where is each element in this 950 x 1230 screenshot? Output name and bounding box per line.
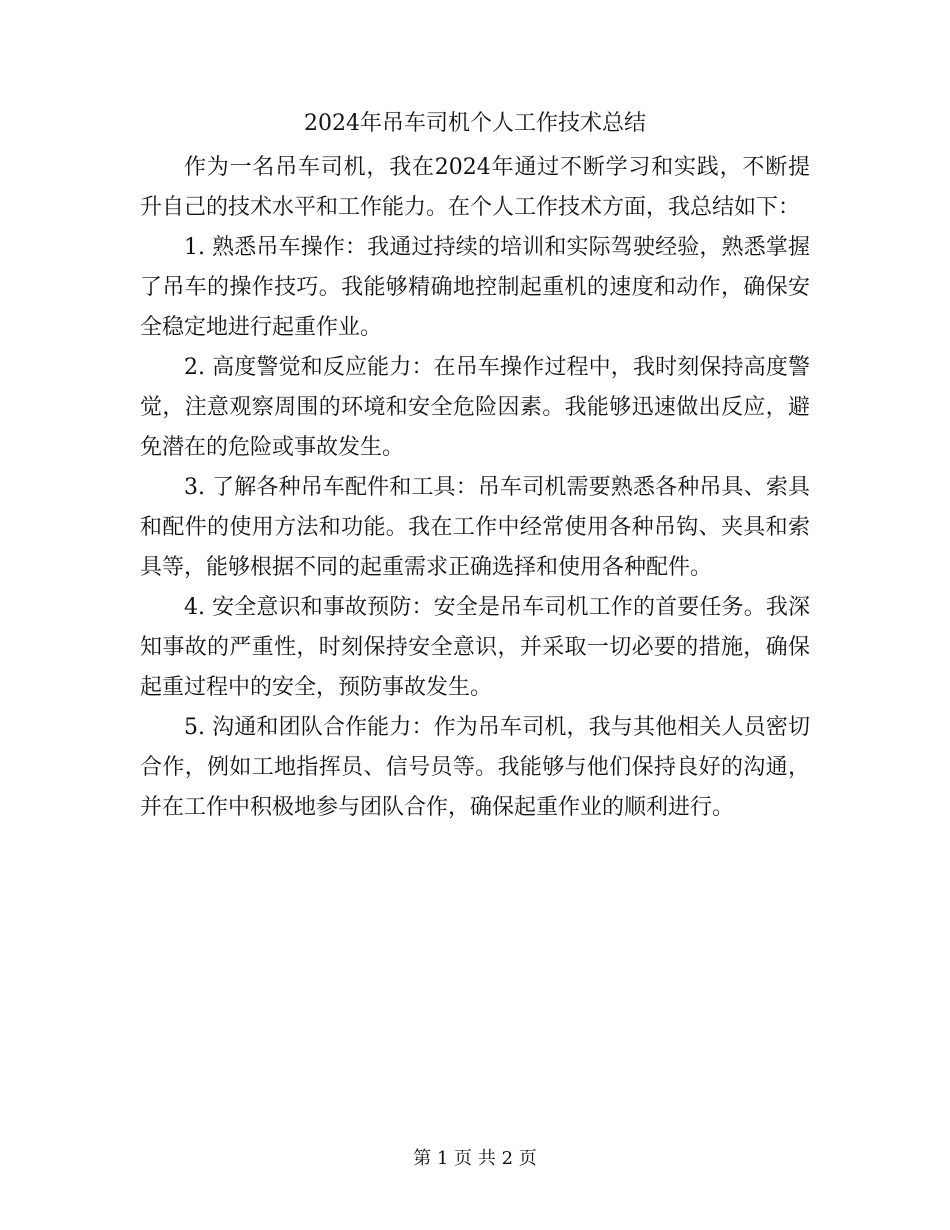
paragraph-item-2: 2. 高度警觉和反应能力：在吊车操作过程中，我时刻保持高度警觉，注意观察周围的环境和安全危险因素。我能够迅速做出反应，避免潜在的危险或事故发生。 bbox=[140, 355, 810, 460]
paragraph-item-5: 5. 沟通和团队合作能力：作为吊车司机，我与其他相关人员密切合作，例如工地指挥员、信号员等。我能够与他们保持良好的沟通，并在工作中积极地参与团队合作，确保起重作业的顺利进行。 bbox=[140, 715, 810, 820]
paragraph-item-3: 3. 了解各种吊车配件和工具：吊车司机需要熟悉各种吊具、索具和配件的使用方法和功能。我在工作中经常使用各种吊钩、夹具和索具等，能够根据不同的起重需求正确选择和使用各种配件。 bbox=[140, 475, 810, 580]
paragraph-item-1: 1. 熟悉吊车操作：我通过持续的培训和实际驾驶经验，熟悉掌握了吊车的操作技巧。我能够精确地控制起重机的速度和动作，确保安全稳定地进行起重作业。 bbox=[140, 235, 810, 340]
document-body bbox=[140, 148, 810, 828]
document-title: 2024年吊车司机个人工作技术总结 bbox=[304, 111, 646, 136]
paragraph-item-4: 4. 安全意识和事故预防：安全是吊车司机工作的首要任务。我深知事故的严重性，时刻保持安全意识，并采取一切必要的措施，确保起重过程中的安全，预防事故发生。 bbox=[140, 595, 810, 700]
paragraph-intro: 作为一名吊车司机，我在2024年通过不断学习和实践，不断提升自己的技术水平和工作能力。在个人工作技术方面，我总结如下： bbox=[140, 155, 810, 220]
page-number: 第 1 页 共 2 页 bbox=[413, 1148, 537, 1169]
